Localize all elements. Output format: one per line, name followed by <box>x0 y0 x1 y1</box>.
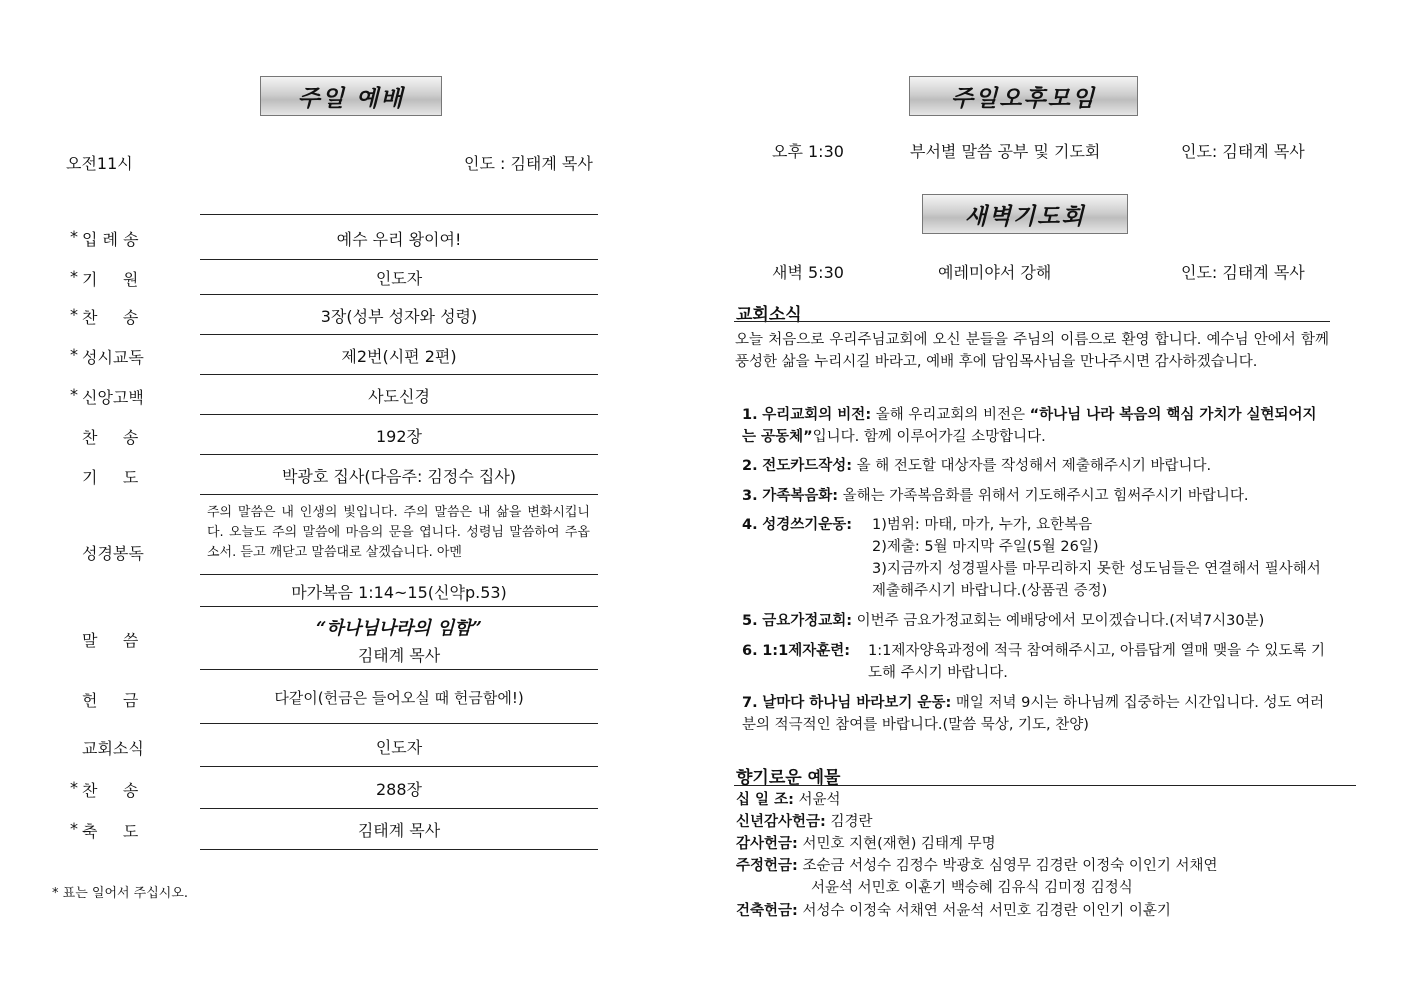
divider <box>200 294 598 295</box>
divider <box>200 494 598 495</box>
sermon-title: “하나님나라의 임함” <box>315 618 483 639</box>
divider <box>200 259 598 260</box>
offering-heading: 향기로운 예물 <box>736 768 841 788</box>
news-item: 7. 날마다 하나님 바라보기 운동: 매일 저녁 9시는 하나님께 집중하는 시간입니다. 성도 여러분의 적극적인 참여를 바랍니다.(말씀 묵상, 기도, 찬양) <box>742 695 1325 733</box>
order-value: 제2번(시편 2편) <box>341 347 457 366</box>
order-value: 예수 우리 왕이여! <box>336 230 462 249</box>
offering-row: 건축헌금: 서성수 이정숙 서채연 서윤석 서민호 김경란 이인기 이훈기 <box>736 903 1171 919</box>
dawn-time: 새벽 5:30 <box>772 263 844 282</box>
divider <box>200 766 598 767</box>
divider <box>200 808 598 809</box>
divider <box>200 334 598 335</box>
afternoon-banner: 주일오후모임 <box>909 76 1138 116</box>
news-item-lines: 1)범위: 마태, 마가, 누가, 요한복음 2)제출: 5월 마지막 주일(5월 26일) 3)지금까지 성경필사를 마무리하지 못한 성도님들은 연결해서 필사해서 제출해주시기 바랍니다.(상품권 증정) <box>872 517 1321 599</box>
news-heading: 교회소식 <box>736 305 802 325</box>
divider <box>200 574 598 575</box>
afternoon-leader: 인도: 김태계 목사 <box>1181 142 1305 161</box>
divider <box>200 454 598 455</box>
order-value: 마가복음 1:14~15(신약p.53) <box>291 583 507 602</box>
offering-row-continued: 서윤석 서민호 이훈기 백승혜 김유식 김미정 김정식 <box>811 880 1133 896</box>
order-value: 288장 <box>376 780 422 799</box>
news-item: 3. 가족복음화: 올해는 가족복음화를 위해서 기도해주시고 힘써주시기 바랍니다. <box>742 488 1249 504</box>
scripture-prayer: 주의 말씀은 내 인생의 빛입니다. 주의 말씀은 내 삶을 변화시킵니다. 오늘도 주의 말씀에 마음의 문을 엽니다. 성령님 말씀하여 주옵소서. 듣고 깨닫고 말씀대로 살겠습니다. 아멘 <box>207 505 590 560</box>
news-item: 2. 전도카드작성: 올 해 전도할 대상자를 작성해서 제출해주시기 바랍니다. <box>742 458 1212 474</box>
order-value: 김태계 목사 <box>357 646 441 665</box>
offering-row: 주정헌금: 조순금 서성수 김정수 박광호 심영무 김경란 이정숙 이인기 서채연 <box>736 858 1218 874</box>
news-item-text: 1:1제자양육과정에 적극 참여해주시고, 아름답게 열매 맺을 수 있도록 기도해 주시기 바랍니다. <box>868 643 1326 681</box>
divider <box>200 214 598 215</box>
dawn-desc: 예레미야서 강해 <box>938 263 1052 282</box>
news-item: 5. 금요가정교회: 이번주 금요가정교회는 예배당에서 모이겠습니다.(저녁7시30분) <box>742 613 1265 629</box>
footnote: * 표는 일어서 주십시오. <box>52 886 189 901</box>
divider <box>734 785 1356 786</box>
order-value: 다같이(헌금은 들어오실 때 헌금함에!) <box>274 689 524 707</box>
news-item: 4. 성경쓰기운동: <box>742 517 853 533</box>
order-value: 박광호 집사(다음주: 김정수 집사) <box>281 467 517 486</box>
sunday-worship-banner: 주일 예배 <box>260 76 442 116</box>
divider <box>200 606 598 607</box>
order-value: 김태계 목사 <box>357 821 441 840</box>
worship-time: 오전11시 <box>66 154 133 173</box>
divider <box>200 374 598 375</box>
worship-leader: 인도 : 김태계 목사 <box>464 154 593 173</box>
news-item: 1. 우리교회의 비전: 올해 우리교회의 비전은 “하나님 나라 복음의 핵심 가치가 실현되어지는 공동체”입니다. 함께 이루어가길 소망합니다. <box>742 407 1317 445</box>
afternoon-time: 오후 1:30 <box>772 142 844 161</box>
offering-row: 신년감사헌금: 김경란 <box>736 814 873 830</box>
divider <box>200 849 598 850</box>
order-value: 192장 <box>376 427 422 446</box>
news-intro: 오늘 처음으로 우리주님교회에 오신 분들을 주님의 이름으로 환영 합니다. 예수님 안에서 함께 풍성한 삶을 누리시길 바라고, 예배 후에 담임목사님을 만나주시면 감사하겠습니다. <box>735 332 1329 370</box>
offering-row: 감사헌금: 서민호 지현(재현) 김태계 무명 <box>736 836 996 852</box>
order-value: 인도자 <box>375 269 423 288</box>
divider <box>200 414 598 415</box>
order-value: 3장(성부 성자와 성령) <box>320 307 478 326</box>
dawn-banner: 새벽기도회 <box>922 194 1128 234</box>
order-value: 인도자 <box>375 738 423 757</box>
divider <box>200 669 598 670</box>
dawn-leader: 인도: 김태계 목사 <box>1181 263 1305 282</box>
news-item: 6. 1:1제자훈련: <box>742 643 851 659</box>
afternoon-desc: 부서별 말씀 공부 및 기도회 <box>910 142 1101 161</box>
order-value: 사도신경 <box>368 387 430 406</box>
divider <box>734 321 1330 322</box>
offering-row: 십 일 조: 서윤석 <box>736 792 841 808</box>
divider <box>200 723 598 724</box>
